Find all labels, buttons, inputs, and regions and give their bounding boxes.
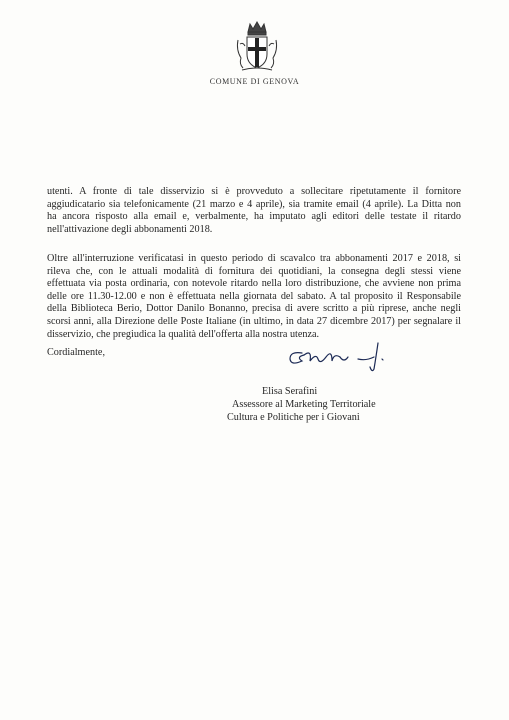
- paragraph-line: nell'attivazione degli abbonamenti 2018.: [47, 223, 213, 235]
- paragraph-line: disservizio, che pregiudica la qualità dell'offerta alla nostra utenza.: [47, 328, 320, 340]
- paragraph-line: ha ancora risposto alla email e, verbalmente, ha imputato agli editori delle testate il ritardo: [47, 211, 461, 223]
- paragraph-line: utenti. A fronte di tale disservizio si è provveduto a sollecitare ripetutamente il fornitore: [47, 186, 461, 197]
- paragraph-line: delle ore 11.30-12.00 e non è effettuata nella giornata del sabato. A tal proposito il Responsabile: [47, 290, 461, 302]
- paragraph-2: [47, 253, 461, 341]
- signer-name: Elisa Serafini: [262, 386, 318, 397]
- signature-block: [226, 386, 376, 424]
- paragraph-line: Oltre all'interruzione verificatasi in questo periodo di scavalco tra abbonamenti 2017 e 2018, si: [47, 253, 461, 264]
- paragraph-line: effettuata via posta ordinaria, con notevole ritardo nella loro distribuzione, che avviene non prima: [47, 278, 461, 290]
- handwritten-signature: [282, 339, 392, 373]
- signer-department: Cultura e Politiche per i Giovani: [227, 411, 360, 423]
- organization-name: COMUNE DI GENOVA: [209, 77, 300, 86]
- paragraph-line: scorsi anni, alla Direzione delle Poste Italiane (in ultimo, in data 27 dicembre 2017) per segnalare il: [47, 315, 461, 327]
- closing-salutation: Cordialmente,: [47, 347, 105, 358]
- paragraph-1: [47, 186, 461, 236]
- paragraph-line: della Biblioteca Berio, Dottor Danilo Bonanno, precisa di avere scritto a più riprese, anche negli: [47, 303, 461, 315]
- paragraph-line: rileva che, con le attuali modalità di fornitura dei quotidiani, la consegna degli stessi viene: [47, 265, 461, 277]
- paragraph-line: aggiudicatario sia telefonicamente (21 marzo e 4 aprile), sia tramite email (4 aprile). La Ditta non: [47, 198, 461, 210]
- city-crest-icon: [234, 20, 280, 74]
- signer-title: Assessore al Marketing Territoriale: [232, 398, 376, 410]
